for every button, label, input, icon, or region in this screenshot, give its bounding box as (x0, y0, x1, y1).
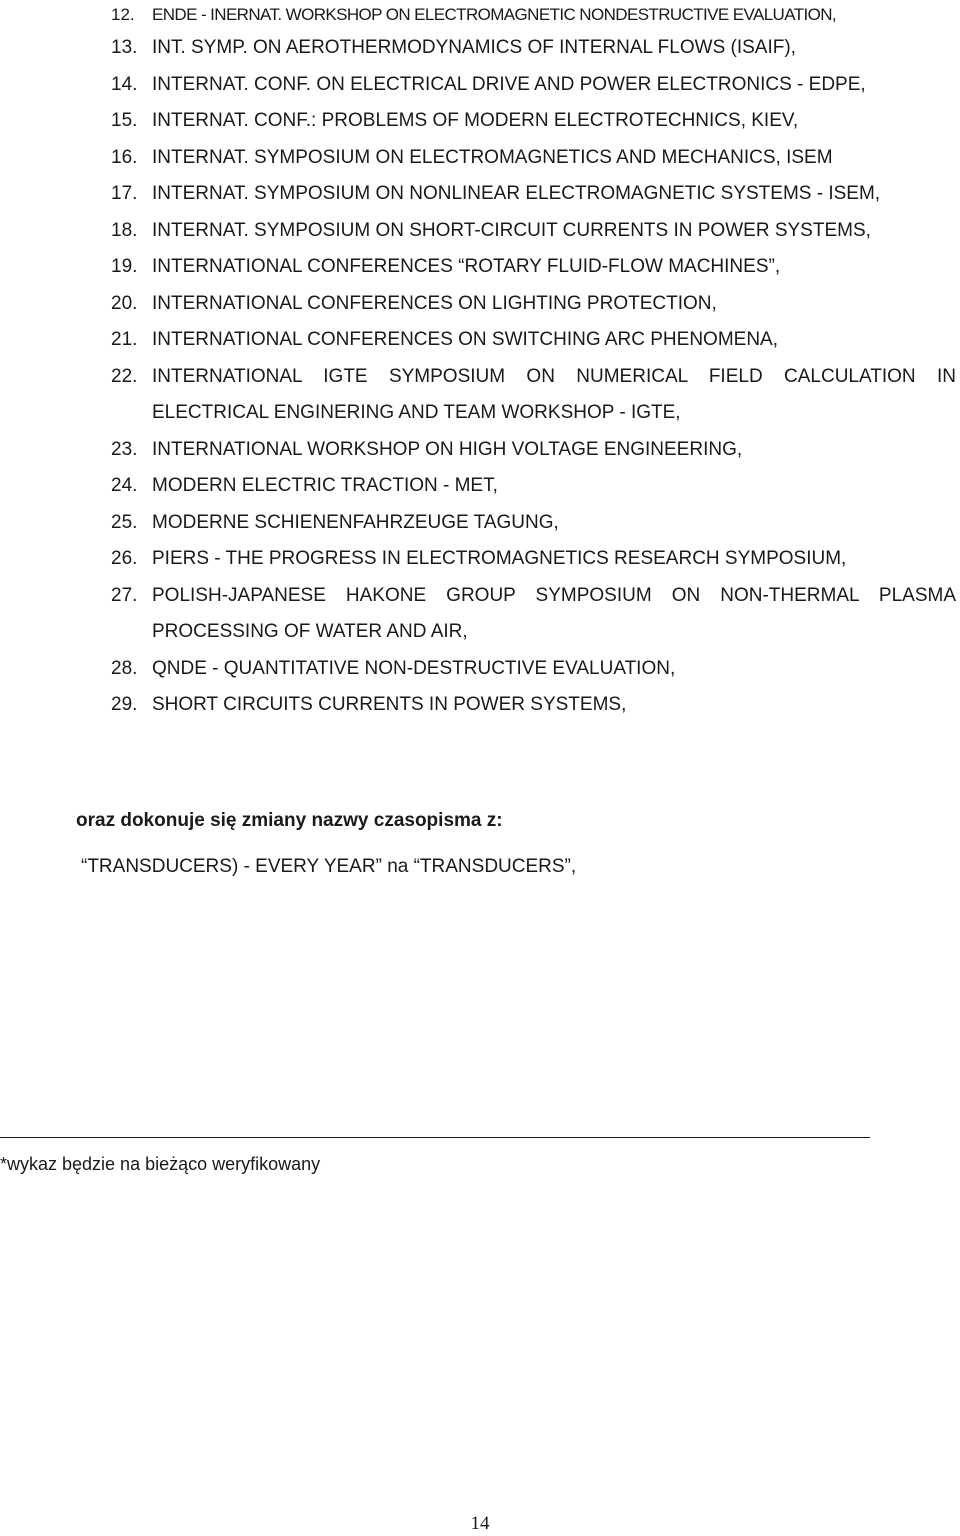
conference-number: 18. (111, 219, 138, 241)
conference-number: 24. (111, 475, 138, 496)
conference-name: MODERN ELECTRIC TRACTION - MET, (152, 475, 498, 496)
conference-name: INTERNATIONAL IGTE SYMPOSIUM ON NUMERICAL FIELD CALCULATION IN ELECTRICAL ENGINERING AND TEAM WORKSHOP - IGTE, (152, 365, 956, 423)
conference-number: 16. (111, 146, 138, 168)
conference-item-18 (0, 213, 960, 250)
conference-item-29 (0, 687, 960, 724)
conference-name: INTERNATIONAL CONFERENCES ON SWITCHING ARC PHENOMENA, (152, 329, 778, 350)
conference-item-21 (0, 322, 960, 359)
conference-item-23 (0, 432, 960, 469)
footnote-divider (0, 1137, 870, 1138)
conference-name: INTERNAT. SYMPOSIUM ON NONLINEAR ELECTROMAGNETIC SYSTEMS - ISEM, (152, 183, 881, 204)
conference-number: 20. (111, 292, 138, 314)
conference-number: 15. (111, 110, 138, 131)
old-journal-name: “TRANSDUCERS) - EVERY YEAR” (81, 856, 382, 877)
conference-item-12 (0, 0, 960, 30)
conference-number: 25. (111, 511, 138, 533)
conference-name: INTERNAT. CONF. ON ELECTRICAL DRIVE AND POWER ELECTRONICS - EDPE, (152, 73, 866, 95)
conference-item-27 (0, 578, 960, 651)
conference-item-13 (0, 30, 960, 67)
conference-number: 22. (111, 365, 138, 387)
conference-item-25 (0, 505, 960, 542)
conference-item-16 (0, 140, 960, 177)
journal-rename-line (81, 852, 576, 882)
conference-name: INTERNAT. SYMPOSIUM ON ELECTROMAGNETICS AND MECHANICS, ISEM (152, 146, 833, 168)
footnote-text: *wykaz będzie na bieżąco weryfikowany (0, 1154, 321, 1174)
conference-name: MODERNE SCHIENENFAHRZEUGE TAGUNG, (152, 511, 559, 533)
conference-item-19 (0, 249, 960, 286)
conference-number: 23. (111, 438, 138, 460)
conference-name: INTERNAT. CONF.: PROBLEMS OF MODERN ELECTROTECHNICS, KIEV, (152, 110, 799, 131)
conference-list (0, 0, 960, 724)
conference-number: 13. (111, 37, 138, 58)
conference-name: INT. SYMP. ON AEROTHERMODYNAMICS OF INTERNAL FLOWS (ISAIF), (152, 37, 796, 58)
conference-number: 14. (111, 73, 138, 95)
conference-item-22 (0, 359, 960, 432)
conference-name: POLISH-JAPANESE HAKONE GROUP SYMPOSIUM ON NON-THERMAL PLASMA PROCESSING OF WATER AND AIR, (152, 584, 956, 642)
conference-number: 28. (111, 657, 138, 679)
conference-name: INTERNATIONAL WORKSHOP ON HIGH VOLTAGE ENGINEERING, (152, 438, 743, 460)
page-number: 14 (470, 1513, 490, 1534)
conference-name: INTERNAT. SYMPOSIUM ON SHORT-CIRCUIT CURRENTS IN POWER SYSTEMS, (152, 219, 871, 241)
conference-item-14 (0, 67, 960, 104)
conference-number: 12. (111, 5, 135, 24)
conference-item-24 (0, 468, 960, 505)
new-journal-name: “TRANSDUCERS”, (413, 856, 577, 877)
conference-item-28 (0, 651, 960, 688)
conference-number: 21. (111, 329, 138, 350)
conference-name: QNDE - QUANTITATIVE NON-DESTRUCTIVE EVALUATION, (152, 657, 676, 679)
conference-name: PIERS - THE PROGRESS IN ELECTROMAGNETICS RESEARCH SYMPOSIUM, (152, 548, 847, 569)
conference-number: 26. (111, 548, 138, 569)
conference-item-17 (0, 176, 960, 213)
conference-number: 27. (111, 584, 138, 606)
conference-name: ENDE - INERNAT. WORKSHOP ON ELECTROMAGNETIC NONDESTRUCTIVE EVALUATION, (152, 5, 837, 24)
conference-name: INTERNATIONAL CONFERENCES “ROTARY FLUID-FLOW MACHINES”, (152, 256, 781, 277)
conference-item-15 (0, 103, 960, 140)
conference-item-20 (0, 286, 960, 323)
conference-number: 29. (111, 694, 138, 715)
conference-number: 19. (111, 256, 138, 277)
journal-rename-heading: oraz dokonuje się zmiany nazwy czasopisma z: (76, 810, 503, 831)
conference-item-26 (0, 541, 960, 578)
conference-name: INTERNATIONAL CONFERENCES ON LIGHTING PROTECTION, (152, 292, 717, 314)
conference-number: 17. (111, 183, 138, 204)
rename-connector: na (387, 856, 409, 877)
conference-name: SHORT CIRCUITS CURRENTS IN POWER SYSTEMS, (152, 694, 627, 715)
